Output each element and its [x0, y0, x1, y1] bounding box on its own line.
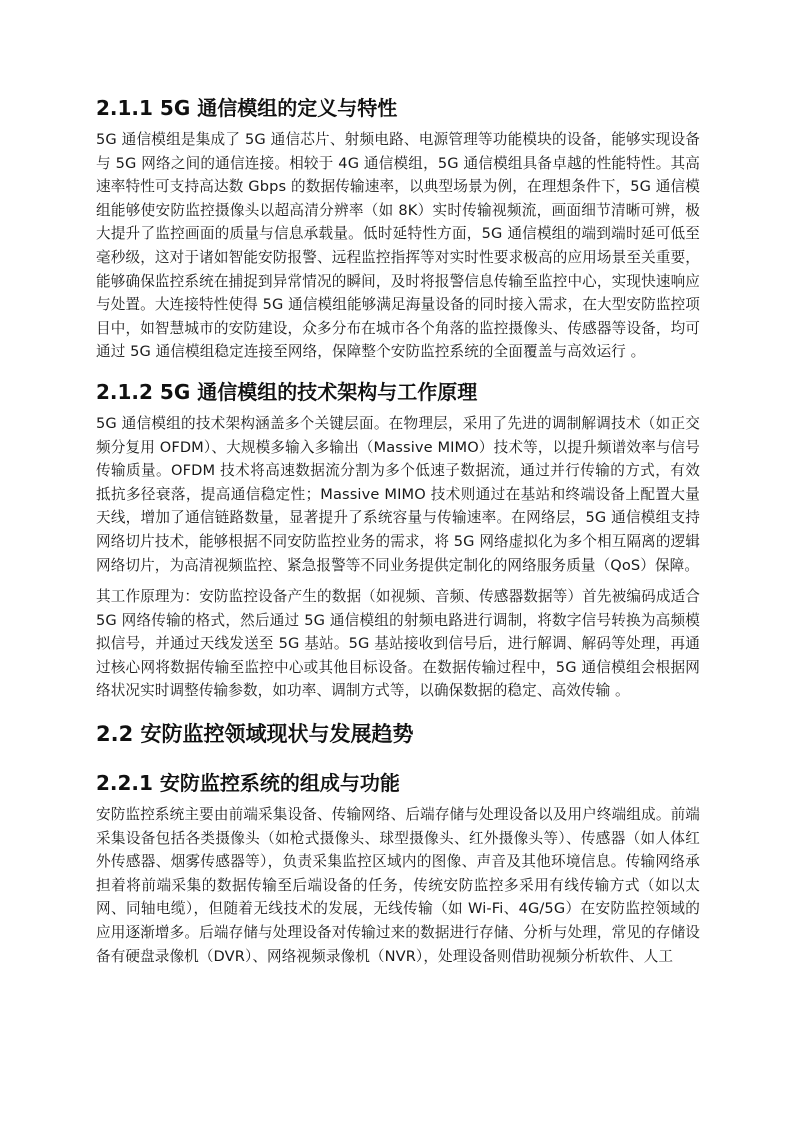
section-heading-2-2-1: 2.2.1 安防监控系统的组成与功能: [96, 771, 400, 796]
section-heading-2-1-1: 2.1.1 5G 通信模组的定义与特性: [96, 96, 398, 120]
section-heading-2-2: 2.2 安防监控领域现状与发展趋势: [96, 722, 414, 747]
paragraph: 其工作原理为：安防监控设备产生的数据（如视频、音频、传感器数据等）首先被编码成适合 5G 网络传输的格式，然后通过 5G 通信模组的射频电路进行调制，将数字信号转换为高频模拟信号，并通过天线发送至 5G 基站。5G 基站接收到信号后，进行解调、解码等处理，再通过核心网将数据传输至监控中心或其他目标设备。在数据传输过程中，5G 通信模组会根据网络状况实时调整传输参数，如功率、调制方式等，以确保数据的稳定、高效传输 。: [96, 588, 700, 700]
paragraph: 5G 通信模组是集成了 5G 通信芯片、射频电路、电源管理等功能模块的设备，能够实现设备与 5G 网络之间的通信连接。相较于 4G 通信模组，5G 通信模组具备卓越的性能特性。其高速率特性可支持高达数 Gbps 的数据传输速率，以典型场景为例，在理想条件下，5G 通信模组能够使安防监控摄像头以超高清分辨率（如 8K）实时传输视频流，画面细节清晰可辨，极大提升了监控画面的质量与信息承载量。低时延特性方面，5G 通信模组的端到端时延可低至毫秒级，这对于诸如智能安防报警、远程监控指挥等对实时性要求极高的应用场景至关重要，能够确保监控系统在捕捉到异常情况的瞬间，及时将报警信息传输至监控中心，实现快速响应与处置。大连接特性使得 5G 通信模组能够满足海量设备的同时接入需求，在大型安防监控项目中，如智慧城市的安防建设，众多分布在城市各个角落的监控摄像头、传感器等设备，均可通过 5G 通信模组稳定连接至网络，保障整个安防监控系统的全面覆盖与高效运行 。: [96, 131, 700, 361]
paragraph: 5G 通信模组的技术架构涵盖多个关键层面。在物理层，采用了先进的调制解调技术（如正交频分复用 OFDM）、大规模多输入多输出（Massive MIMO）技术等，以提升频谱效率与信号传输质量。OFDM 技术将高速数据流分割为多个低速子数据流，通过并行传输的方式，有效抵抗多径衰落，提高通信稳定性；Massive MIMO 技术则通过在基站和终端设备上配置大量天线，增加了通信链路数量，显著提升了系统容量与传输速率。在网络层，5G 通信模组支持网络切片技术，能够根据不同安防监控业务的需求，将 5G 网络虚拟化为多个相互隔离的逻辑网络切片，为高清视频监控、紧急报警等不同业务提供定制化的网络服务质量（QoS）保障。: [96, 414, 700, 574]
document-page: [96, 92, 700, 976]
paragraph: 安防监控系统主要由前端采集设备、传输网络、后端存储与处理设备以及用户终端组成。前端采集设备包括各类摄像头（如枪式摄像头、球型摄像头、红外摄像头等）、传感器（如人体红外传感器、烟雾传感器等），负责采集监控区域内的图像、声音及其他环境信息。传输网络承担着将前端采集的数据传输至后端设备的任务，传统安防监控多采用有线传输方式（如以太网、同轴电缆），但随着无线技术的发展，无线传输（如 Wi-Fi、4G/5G）在安防监控领域的应用逐渐增多。后端存储与处理设备对传输过来的数据进行存储、分析与处理，常见的存储设备有硬盘录像机（DVR）、网络视频录像机（NVR），处理设备则借助视频分析软件、人工: [96, 806, 700, 965]
section-heading-2-1-2: 2.1.2 5G 通信模组的技术架构与工作原理: [96, 379, 478, 404]
